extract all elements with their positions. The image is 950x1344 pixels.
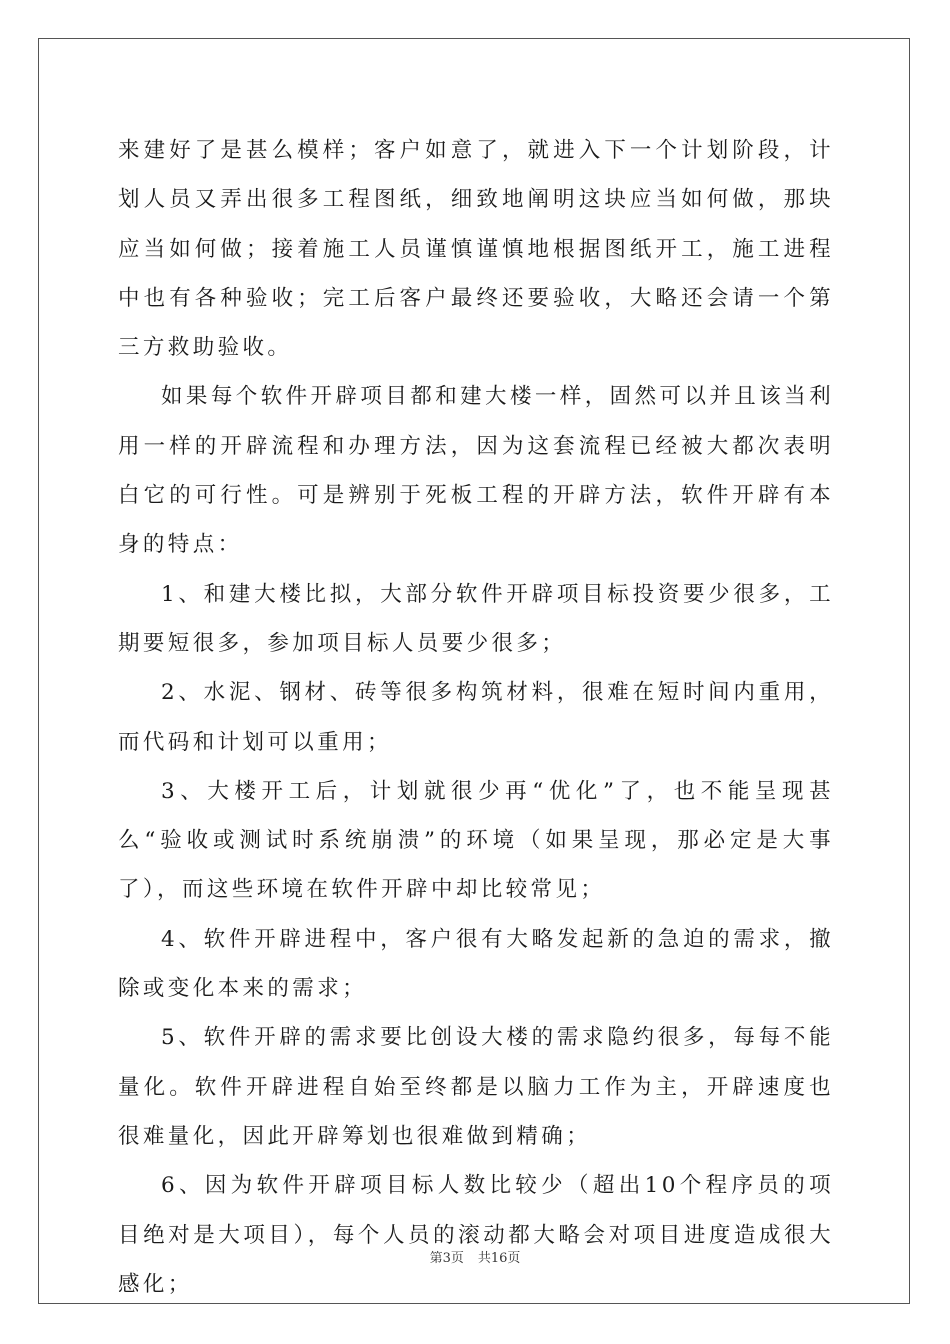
- list-item-4: 4、软件开辟进程中，客户很有大略发起新的急迫的需求，撤除或变化本来的需求；: [118, 926, 834, 1002]
- paragraph-intro-comparison: 如果每个软件开辟项目都和建大楼一样，固然可以并且该当利用一样的开辟流程和办理方法，因为这套流程已经被大都次表明白它的可行性。可是辨别于死板工程的开辟方法，软件开辟有本身的特点：: [118, 384, 834, 558]
- list-item-6: 6、因为软件开辟项目标人数比较少（超出10个程序员的项目绝对是大项目），每个人员的滚动都大略会对项目进度造成很大感化；: [118, 1173, 834, 1297]
- page-footer: [0, 1247, 950, 1266]
- list-item-1: 1、和建大楼比拟，大部分软件开辟项目标投资要少很多，工期要短很多，参加项目标人员要少很多；: [118, 581, 834, 656]
- list-item-2: 2、水泥、钢材、砖等很多构筑材料，很难在短时间内重用，而代码和计划可以重用；: [118, 680, 834, 755]
- paragraph-continuation: 来建好了是甚么模样；客户如意了，就进入下一个计划阶段，计划人员又弄出很多工程图纸，细致地阐明这块应当如何做，那块应当如何做；接着施工人员谨慎谨慎地根据图纸开工，施工进程中也有各种验收；完工后客户最终还要验收，大略还会请一个第三方救助验收。: [118, 138, 834, 361]
- document-body: [118, 126, 834, 1309]
- page-number-total: 共16页: [477, 1251, 521, 1266]
- page-number-current: 第3页: [429, 1251, 464, 1266]
- list-item-3: 3、大楼开工后，计划就很少再“优化”了，也不能呈现甚么“验收或测试时系统崩溃”的环境（如果呈现，那必定是大事了），而这些环境在软件开辟中却比较常见；: [118, 778, 834, 903]
- list-item-5: 5、软件开辟的需求要比创设大楼的需求隐约很多，每每不能量化。软件开辟进程自始至终都是以脑力工作为主，开辟速度也很难量化，因此开辟筹划也很难做到精确；: [118, 1025, 834, 1149]
